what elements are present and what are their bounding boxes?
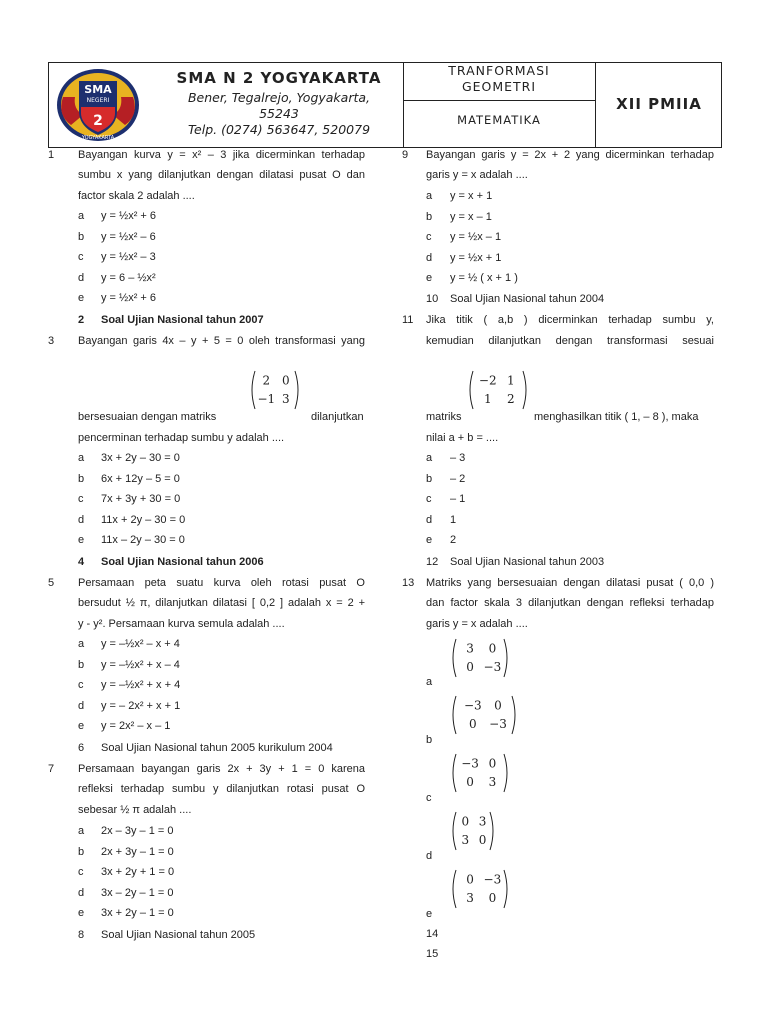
question-number: 15 [426,948,439,960]
matrix [248,370,302,410]
matrix-entry: 0 [494,698,502,713]
option-letter: a [78,638,85,650]
school-name: SMA N 2 YOGYAKARTA [176,69,382,87]
question-text: pencerminan terhadap sumbu y adalah .... [78,432,285,444]
question-text: garis y = x adalah .... [426,169,528,181]
question-number: 3 [48,335,55,347]
option-text: 7x + 3y + 30 = 0 [101,493,181,506]
option-letter: d [78,271,85,284]
matrix-entry: 0 [466,872,474,887]
matrix-entry: 0 [488,641,497,656]
matrix-bracket-left [453,870,456,908]
option-letter: a [78,452,85,464]
question-number: 14 [426,928,439,940]
matrix-entry: 0 [488,890,497,905]
matrix-bracket-right [295,371,298,409]
option-letter: c [426,493,432,506]
topic-line: TRANFORMASI [448,63,550,78]
matrix-bracket-left [453,754,456,792]
option-letter: e [426,272,433,285]
question-text: dan factor skala 3 dilanjutkan dengan refleksi terhadap [426,597,714,609]
matrix-entry: 1 [506,373,515,388]
option-letter: b [426,472,433,485]
matrix-entry: 0 [461,814,470,829]
option-text: 11x – 2y – 30 = 0 [101,534,185,547]
matrix [449,638,511,678]
option-letter: b [78,472,85,485]
matrix-entry: 3 [478,814,487,829]
option-text: – 2 [450,472,466,485]
topic-title [403,63,595,95]
matrix-entry: 2 [262,373,271,388]
question-text: Persamaan bayangan garis 2x + 3y + 1 = 0 karena [78,763,365,775]
matrix-bracket-left [252,371,255,409]
option-text: 3x – 2y – 1 = 0 [101,886,174,899]
question-text: y - y². Persamaan kurva semula adalah .... [78,618,285,630]
question-text: Bayangan garis 4x – y + 5 = 0 oleh transformasi yang [78,335,365,347]
option-letter: a [426,676,433,688]
matrix-entry: 0 [468,716,477,731]
header-divider [403,100,595,101]
matrix-entry: 3 [466,890,474,905]
header-table [48,62,722,148]
option-letter: b [78,230,85,243]
option-letter: a [78,825,85,837]
matrix-entry: 0 [466,774,474,789]
matrix-bracket-right [504,754,507,792]
matrix-entry: 3 [488,774,497,789]
matrix-bracket-left [453,696,456,734]
matrix-entry: 0 [478,832,487,847]
option-letter: d [426,513,433,526]
school-postcode: 55243 [259,106,299,121]
question-text: refleksi terhadap sumbu y dilanjutkan rotasi pusat O [78,783,365,795]
option-letter: d [426,850,433,862]
question-text: kemudian dilanjutkan dengan transformasi sesuai [426,335,714,347]
option-text: 2 [450,534,457,547]
option-text: y = –½x² + x – 4 [101,658,180,671]
section-note: Soal Ujian Nasional tahun 2003 [450,556,605,568]
question-number: 2 [78,314,85,326]
matrix-entry: 2 [506,391,515,406]
question-text: bersudut ½ π, dilanjutkan dilatasi [ 0,2 ] adalah x = 2 + [78,597,365,609]
option-letter: c [426,231,432,244]
svg-text:SMA: SMA [84,83,112,96]
matrix-bracket-right [512,696,515,734]
option-letter: e [78,907,85,920]
matrix-entry: 0 [488,756,497,771]
option-letter: a [426,190,433,202]
option-letter: b [426,210,433,223]
question-number: 6 [78,742,85,754]
option-letter: d [78,886,85,899]
option-letter: b [78,845,85,858]
option-text: y = ½x – 1 [450,231,502,244]
matrix [466,370,530,410]
option-text: y = x – 1 [450,210,492,223]
matrix-entry: −3 [483,659,502,674]
matrix-entry: 3 [466,641,474,656]
option-text: y = ½ ( x + 1 ) [450,272,518,285]
option-letter: b [78,658,85,671]
matrix-entry: −3 [463,698,482,713]
section-note: Soal Ujian Nasional tahun 2007 [101,314,264,326]
section-note: Soal Ujian Nasional tahun 2006 [101,556,264,568]
question-number: 7 [48,763,55,775]
option-text: y = – 2x² + x + 1 [101,699,181,712]
section-note: Soal Ujian Nasional tahun 2005 [101,929,256,941]
option-text: 2x – 3y – 1 = 0 [101,825,174,837]
option-text: – 3 [450,452,466,464]
question-text: garis y = x adalah .... [426,618,528,630]
option-letter: e [78,720,85,733]
question-number: 1 [48,149,55,161]
option-letter: d [78,513,85,526]
option-text: y = 6 – ½x² [101,271,156,284]
question-number: 4 [78,556,85,568]
option-letter: c [78,493,84,506]
option-letter: a [426,452,433,464]
option-letter: e [78,292,85,305]
matrix-bracket-right [490,812,493,850]
matrix-entry: 1 [483,391,492,406]
option-letter: c [78,866,84,879]
option-letter: b [426,734,433,746]
question-text: sumbu x yang dilanjutkan dengan dilatasi pusat O dan [78,169,365,181]
option-letter: a [78,210,85,222]
matrix-bracket-right [504,639,507,677]
matrix [449,869,511,909]
question-number: 8 [78,929,85,941]
question-text: bersesuaian dengan matriks [78,411,217,423]
matrix-entry: 0 [466,659,474,674]
option-letter: c [78,679,84,692]
matrix-entry: −3 [483,872,502,887]
question-text: Matriks yang bersesuaian dengan dilatasi pusat ( 0,0 ) [426,577,714,589]
option-text: 6x + 12y – 5 = 0 [101,472,180,485]
option-letter: d [78,699,85,712]
matrix [449,811,497,851]
option-letter: e [426,534,433,547]
option-text: y = 2x² – x – 1 [101,720,171,733]
matrix-entry: 0 [281,373,290,388]
option-letter: c [78,251,84,264]
option-text: y = ½x² – 3 [101,251,156,264]
option-text: – 1 [450,493,466,506]
class-label: XII PMIIA [616,95,702,113]
question-text: matriks [426,411,462,423]
option-text: y = x + 1 [450,190,493,202]
matrix-entry: 3 [281,391,290,406]
question-number: 10 [426,293,439,305]
matrix-bracket-left [453,812,456,850]
option-text: y = ½x² + 6 [101,292,157,305]
section-note: Soal Ujian Nasional tahun 2004 [450,293,605,305]
question-text: nilai a + b = .... [426,432,499,444]
school-address: Bener, Tegalrejo, Yogyakarta, [187,90,371,105]
question-text: factor skala 2 adalah .... [78,190,195,202]
option-text: 3x + 2y + 1 = 0 [101,866,175,879]
question-number: 5 [48,577,55,589]
svg-text:YOGYAKARTA: YOGYAKARTA [81,135,115,141]
option-letter: c [426,792,432,804]
question-text: Bayangan kurva y = x² – 3 jika dicerminkan terhadap [78,149,365,161]
question-number: 12 [426,556,439,568]
svg-text:NEGERI: NEGERI [86,97,110,104]
question-number: 13 [402,577,415,589]
matrix [449,695,519,735]
question-text: dilanjutkan [311,411,364,423]
option-text: y = –½x² – x + 4 [101,638,180,650]
option-text: 3x + 2y – 30 = 0 [101,452,180,464]
matrix-bracket-left [453,639,456,677]
option-text: 11x + 2y – 30 = 0 [101,513,186,526]
option-text: y = –½x² + x + 4 [101,679,181,692]
matrix-bracket-right [504,870,507,908]
option-letter: e [426,908,433,920]
svg-text:2: 2 [93,113,103,129]
question-number: 11 [402,314,414,326]
option-text: y = ½x² + 6 [101,210,157,222]
matrix [449,753,511,793]
question-number: 9 [402,149,409,161]
matrix-bracket-right [523,371,526,409]
section-note: Soal Ujian Nasional tahun 2005 kurikulum 2004 [101,742,333,754]
matrix-entry: 3 [461,832,470,847]
matrix-entry: −2 [478,373,497,388]
school-phone: Telp. (0274) 563647, 520079 [187,122,371,137]
option-text: 1 [450,513,457,526]
matrix-entry: −3 [489,716,507,731]
option-text: y = ½x + 1 [450,251,502,264]
matrix-bracket-left [470,371,473,409]
option-letter: e [78,534,85,547]
subject-label: MATEMATIKA [457,113,541,127]
matrix-entry: −1 [257,391,276,406]
option-text: y = ½x² – 6 [101,230,156,243]
question-text: Jika titik ( a,b ) dicerminkan terhadap sumbu y, [426,314,714,326]
option-text: 3x + 2y – 1 = 0 [101,907,174,920]
question-text: menghasilkan titik ( 1, – 8 ), maka [534,411,699,423]
question-text: sebesar ½ π adalah .... [78,804,192,816]
question-text: Persamaan peta suatu kurva oleh rotasi pusat O [78,577,365,589]
matrix-entry: −3 [461,756,479,771]
option-letter: d [426,251,433,264]
topic-line: GEOMETRI [461,79,537,94]
question-text: Bayangan garis y = 2x + 2 yang dicerminkan terhadap [426,149,714,161]
school-logo [55,67,141,143]
option-text: 2x + 3y – 1 = 0 [101,845,174,858]
